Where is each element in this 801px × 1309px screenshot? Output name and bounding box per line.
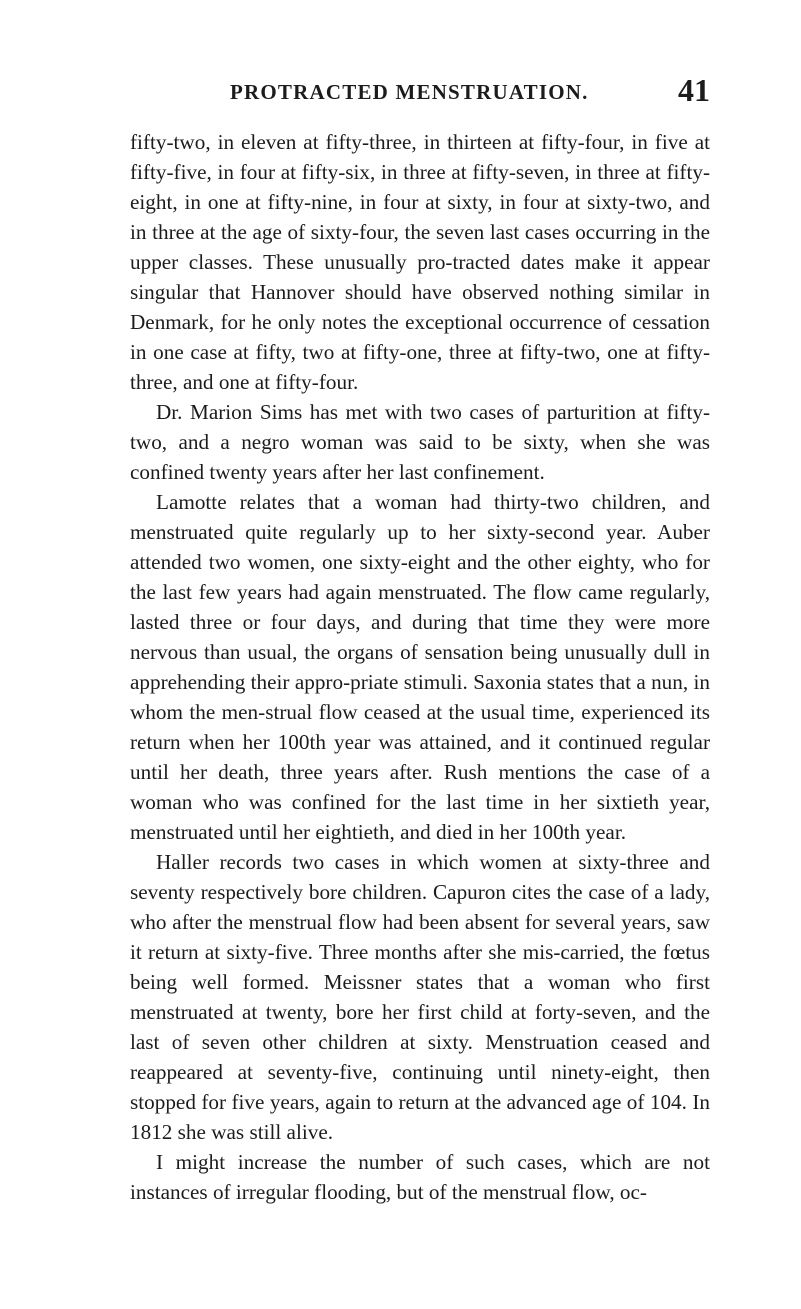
paragraph: fifty-two, in eleven at fifty-three, in thirteen at fifty-four, in five at fifty-five, in four at fifty-six, in three at fifty-seven, in three at fifty-eight, in one at fifty-nine, in four at sixty, in four at sixty-two, and in three at the age of sixty-four, the seven last cases occurring in the upper classes. These unusually pro-tracted dates make it appear singular that Hannover should have observed nothing similar in Denmark, for he only notes the exceptional occurrence of cessation in one case at fifty, two at fifty-one, three at fifty-two, one at fifty-three, and one at fifty-four. (130, 130, 710, 394)
running-header (130, 72, 710, 108)
paragraph: Haller records two cases in which women at sixty-three and seventy respectively bore children. Capuron cites the case of a lady, who after the menstrual flow had been absent for several years, saw it return at sixty-five. Three months after she mis-carried, the fœtus being well formed. Meissner states that a woman who first menstruated at twenty, bore her first child at forty-seven, and the last of seven other children at sixty. Menstruation ceased and reappeared at seventy-five, continuing until ninety-eight, then stopped for five years, again to return at the advanced age of 104. In 1812 she was still alive. (130, 850, 710, 1144)
running-title: PROTRACTED MENSTRUATION. (230, 80, 589, 104)
body-text (130, 127, 710, 1207)
paragraph: Lamotte relates that a woman had thirty-two children, and menstruated quite regularly up to her sixty-second year. Auber attended two women, one sixty-eight and the other eighty, who for the last few years had again menstruated. The flow came regularly, lasted three or four days, and during that time they were more nervous than usual, the organs of sensation being unusually dull in apprehending their appro-priate stimuli. Saxonia states that a nun, in whom the men-strual flow ceased at the usual time, experienced its return when her 100th year was attained, and it continued regular until her death, three years after. Rush mentions the case of a woman who was confined for the last time in her sixtieth year, menstruated until her eightieth, and died in her 100th year. (130, 490, 710, 844)
paragraph: I might increase the number of such cases, which are not instances of irregular flooding, but of the menstrual flow, oc- (130, 1150, 710, 1204)
page-number: 41 (678, 72, 710, 108)
paragraph: Dr. Marion Sims has met with two cases of parturition at fifty-two, and a negro woman was said to be sixty, when she was confined twenty years after her last confinement. (130, 400, 710, 484)
